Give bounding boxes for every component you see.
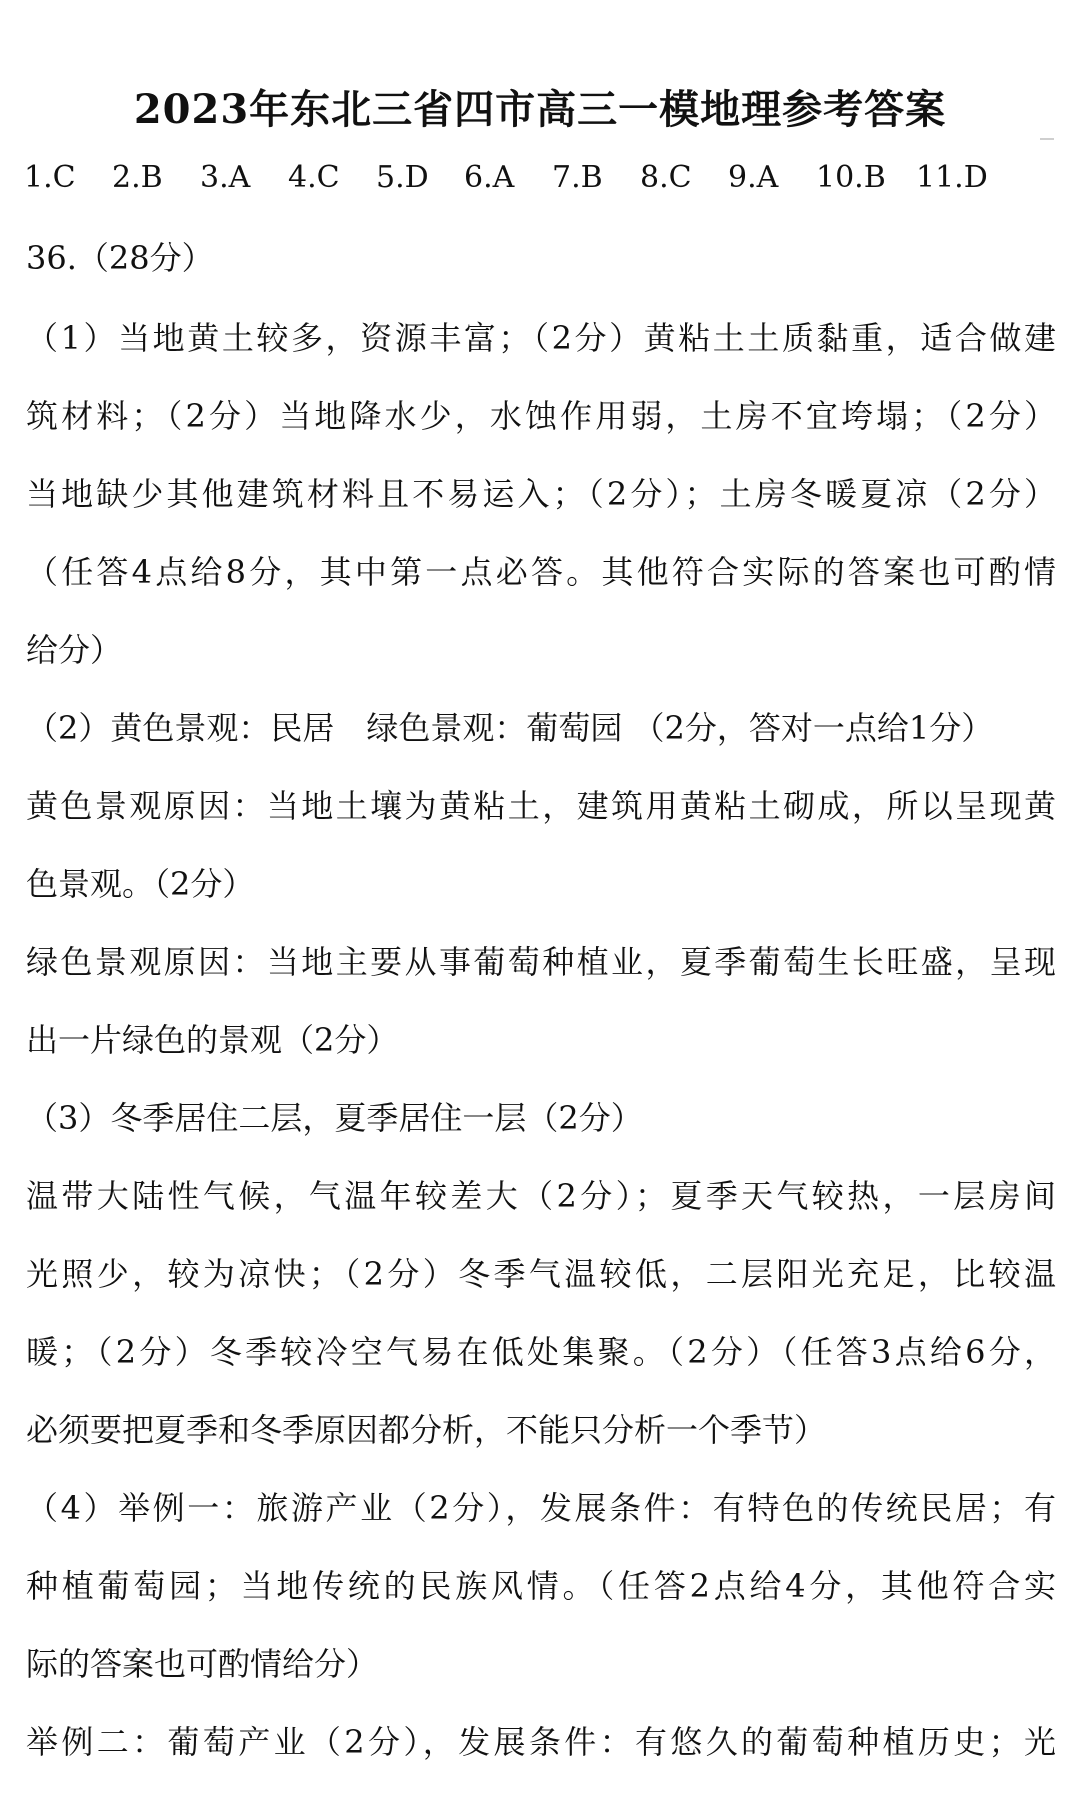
mc-answer: 4.C	[288, 160, 340, 195]
answer-line: 黄色景观原因：当地土壤为黄粘土，建筑用黄粘土砌成，所以呈现黄	[26, 787, 1056, 825]
answer-line: 色景观。（2分）	[26, 865, 255, 903]
answer-line: 举例二：葡萄产业（2分），发展条件：有悠久的葡萄种植历史；光	[26, 1723, 1056, 1761]
scan-mark	[1040, 138, 1054, 140]
mc-answer: 8.C	[640, 160, 692, 195]
answer-line: （1）当地黄土较多，资源丰富；（2分）黄粘土土质黏重，适合做建	[26, 319, 1056, 357]
answer-line: （2）黄色景观：民居 绿色景观：葡萄园 （2分，答对一点给1分）	[26, 709, 994, 747]
answer-line: 出一片绿色的景观（2分）	[26, 1021, 399, 1059]
answer-line: 筑材料；（2分）当地降水少，水蚀作用弱，土房不宜垮塌；（2分）	[26, 397, 1056, 435]
mc-answer: 5.D	[376, 160, 429, 195]
answer-line: （4）举例一：旅游产业（2分），发展条件：有特色的传统民居；有	[26, 1489, 1056, 1527]
answer-line: 暖；（2分）冬季较冷空气易在低处集聚。（2分）（任答3点给6分，	[26, 1333, 1056, 1371]
mc-answer: 1.C	[24, 160, 76, 195]
answer-line: 温带大陆性气候，气温年较差大（2分）；夏季天气较热，一层房间	[26, 1177, 1056, 1215]
mc-answer: 2.B	[112, 160, 163, 195]
mc-answer: 7.B	[552, 160, 603, 195]
answer-line: 必须要把夏季和冬季原因都分析，不能只分析一个季节）	[26, 1411, 827, 1449]
answer-line: （任答4点给8分，其中第一点必答。其他符合实际的答案也可酌情	[26, 553, 1056, 591]
question-heading: 36.（28分）	[26, 239, 214, 277]
answer-line: 给分）	[26, 631, 123, 669]
answer-line: 当地缺少其他建筑材料且不易运入；（2分）；土房冬暖夏凉（2分）	[26, 475, 1056, 513]
mc-answer: 11.D	[916, 160, 988, 195]
answer-line: 际的答案也可酌情给分）	[26, 1645, 379, 1683]
page-title: 2023年东北三省四市高三一模地理参考答案	[133, 86, 947, 133]
mc-answer: 6.A	[464, 160, 515, 195]
answer-line: （3）冬季居住二层，夏季居住一层（2分）	[26, 1099, 643, 1137]
answer-line: 光照少，较为凉快；（2分）冬季气温较低，二层阳光充足，比较温	[26, 1255, 1056, 1293]
mc-answer: 9.A	[728, 160, 779, 195]
answer-line: 种植葡萄园；当地传统的民族风情。（任答2点给4分，其他符合实	[26, 1567, 1056, 1605]
mc-answer: 10.B	[816, 160, 886, 195]
answer-line: 绿色景观原因：当地主要从事葡萄种植业，夏季葡萄生长旺盛，呈现	[26, 943, 1056, 981]
multiple-choice-answers	[24, 160, 1064, 195]
mc-answer: 3.A	[200, 160, 251, 195]
